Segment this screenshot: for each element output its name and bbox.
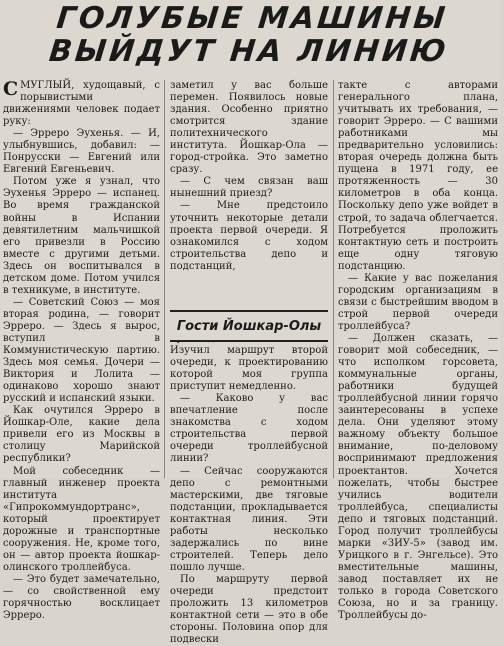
paragraph: По маршруту первой очереди предстоит проложить 13 километров контактной сети — это в обе стороны. Половина опор для подвески <box>170 573 328 646</box>
paragraph: Как очутился Эрреро в Йошкар-Оле, какие дела привели его из Москвы в столицу Марийской республики? <box>3 405 160 465</box>
paragraph: — Должен сказать, — говорит мой собеседник, — что исполком горсовета, коммунальные органы, работники будущей троллейбусной линии горячо заинтересованы в успехе дела. Они уделяют этому важному объекту большое внимание, по-деловому воспринимают предложения проектантов. Хочется пожелать, чтобы быстрее учились водители троллейбуса, специалисты депо и тяговых подстанций. Город получит троллейбусы марки «ЗИУ-5» (завод им. Урицкого в г. Энгельсе). Это вместительные машины, завод поставляет их не только в города Советского Союза, но и за границу. Троллейбусы до- <box>338 332 498 622</box>
paragraph-text: МУГЛЫЙ, худощавый, с порывистыми движениями человек подает руку: <box>3 80 160 128</box>
column-2-lower <box>170 333 328 646</box>
column-rule-1 <box>164 80 165 478</box>
paragraph: заметил у вас больше перемен. Появилось новые здания. Особенно приятно смотрится здание политехнического института. Йошкар-Ола — город-стройка. Это заметно сразу. <box>170 80 328 176</box>
article-column-1 <box>3 78 160 622</box>
paragraph: Изучил маршрут второй очереди, к проектированию которой моя группа приступит немедленно. <box>170 345 328 393</box>
paragraph: — Мне предстоило уточнить некоторые детали проекта первой очереди. Я ознакомился с ходом строительства депо и подстанций, <box>170 200 328 272</box>
paragraph: такте с авторами генерального плана, учитывать их требования, — говорит Эрреро. — С вашими работниками мы предварительно условились: вторая очередь должна быть пущена в 1971 году, ее протяженность — 30 километров в оба конца. Поскольку депо уже войдет в строй, то задача облегчается. Потребуется проложить контактную сеть и построить еще одну тяговую подстанцию. <box>338 80 498 272</box>
paragraph <box>3 80 160 128</box>
headline <box>0 2 504 78</box>
paragraph: Мой собеседник — главный инженер проекта института «Гипрокоммундортранс», который проектирует дорожные и транспортные сооружения. Не, кроме того, он — автор проекта йошкар-олинского троллейбуса. <box>3 465 160 573</box>
paragraph: — Это будет замечательно, — со свойственной ему горячностью восклицает Эрреро. <box>3 573 160 622</box>
section-subhead: Гости Йошкар-Олы <box>170 310 328 342</box>
paragraph: Потом уже я узнал, что Эухенья Эрреро — испанец. Во время гражданской войны в Испании девятилетним мальчишкой его привезли в Россию вместе с другими детьми. Здесь он воспитывался в детском доме. Потом учился в техникуме, в институте. <box>3 176 160 296</box>
column-2-upper <box>170 80 328 273</box>
drop-cap: С <box>3 78 19 100</box>
article-column-2 <box>170 80 328 646</box>
paragraph: — Какие у вас пожелания городским организациям в связи с быстрейшим вводом в строй первой очереди троллейбуса? <box>338 272 498 332</box>
headline-line-1: ГОЛУБЫЕ МАШИНЫ <box>54 1 450 36</box>
paragraph: — С чем связан ваш нынешний приезд? <box>170 176 328 200</box>
paragraph: — Советский Союз — моя вторая родина, — говорит Эрреро. — Здесь я вырос, вступил в Коммунистическую партию. Здесь моя семья. Дочери — Виктория и Лолита — одинаково хорошо знают русский и испанский языки. <box>3 296 160 405</box>
column-rule-2 <box>333 80 334 478</box>
paragraph: — Каково у вас впечатление после знакомства с ходом строительства первой очереди троллейбусной линии? <box>170 393 328 465</box>
paragraph: — Сейчас сооружаются депо с ремонтными мастерскими, две тяговые подстанции, прокладывается контактная линия. Эти работы несколько задержались по вине строителей. Теперь дело пошло лучше. <box>170 465 328 573</box>
paragraph: — Эрреро Эухенья. — И, улыбнувшись, добавил: — Понрусски — Евгений или Евгений Евгеньевич. <box>3 128 160 176</box>
article-column-3 <box>338 80 498 622</box>
headline-line-2: ВЫЙДУТ НА ЛИНИЮ <box>47 34 451 69</box>
